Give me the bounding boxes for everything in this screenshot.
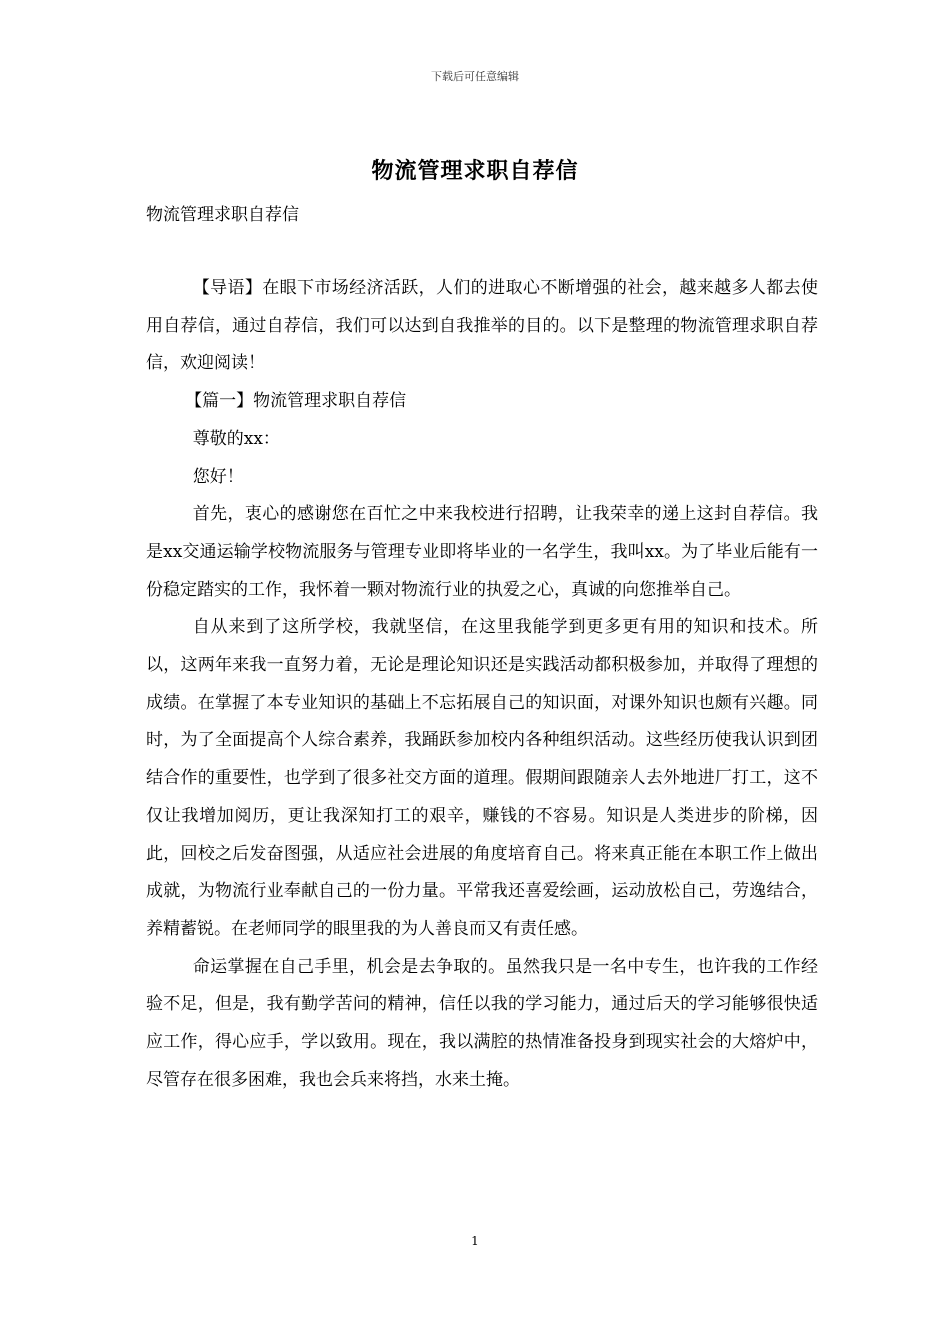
document-title: 物流管理求职自荐信 xyxy=(371,158,579,184)
body-paragraph: 自从来到了这所学校，我就坚信，在这里我能学到更多更有用的知识和技术。所以，这两年来我一直努力着，无论是理论知识还是实践活动都积极参加，并取得了理想的成绩。在掌握了本专业知识的基础上不忘拓展自己的知识面，对课外知识也颇有兴趣。同时，为了全面提高个人综合素养，我踊跃参加校内各种组织活动。这些经历使我认识到团结合作的重要性，也学到了很多社交方面的道理。假期间跟随亲人去外地进厂打工，这不仅让我增加阅历，更让我深知打工的艰辛，赚钱的不容易。知识是人类进步的阶梯，因此，回校之后发奋图强，从适应社会进展的角度培育自己。将来真正能在本职工作上做出成就，为物流行业奉献自己的一份力量。平常我还喜爱绘画，运动放松自己，劳逸结合，养精蓄锐。在老师同学的眼里我的为人善良而又有责任感。 xyxy=(146,617,818,939)
salutation: 尊敬的xx： xyxy=(192,428,280,449)
page-number: 1 xyxy=(471,1234,479,1248)
intro-paragraph: 【导语】在眼下市场经济活跃，人们的进取心不断增强的社会，越来越多人都去使用自荐信，通过自荐信，我们可以达到自我推举的目的。以下是整理的物流管理求职自荐信，欢迎阅读！ xyxy=(146,278,818,374)
section-heading: 【篇一】物流管理求职自荐信 xyxy=(185,391,407,412)
page-header-note: 下载后可任意编辑 xyxy=(431,70,519,83)
body-paragraph: 命运掌握在自己手里，机会是去争取的。虽然我只是一名中专生，也许我的工作经验不足，但是，我有勤学苦问的精神，信任以我的学习能力，通过后天的学习能够很快适应工作，得心应手，学以致用。现在，我以满腔的热情准备投身到现实社会的大熔炉中，尽管存在很多困难，我也会兵来将挡，水来土掩。 xyxy=(146,956,818,1090)
document-subtitle: 物流管理求职自荐信 xyxy=(146,205,299,225)
greeting: 您好！ xyxy=(192,466,244,487)
document-body xyxy=(146,270,818,1099)
body-paragraph: 首先，衷心的感谢您在百忙之中来我校进行招聘，让我荣幸的递上这封自荐信。我是xx交通运输学校物流服务与管理专业即将毕业的一名学生，我叫xx。为了毕业后能有一份稳定踏实的工作，我怀着一颗对物流行业的执爱之心，真诚的向您推举自己。 xyxy=(146,504,818,600)
